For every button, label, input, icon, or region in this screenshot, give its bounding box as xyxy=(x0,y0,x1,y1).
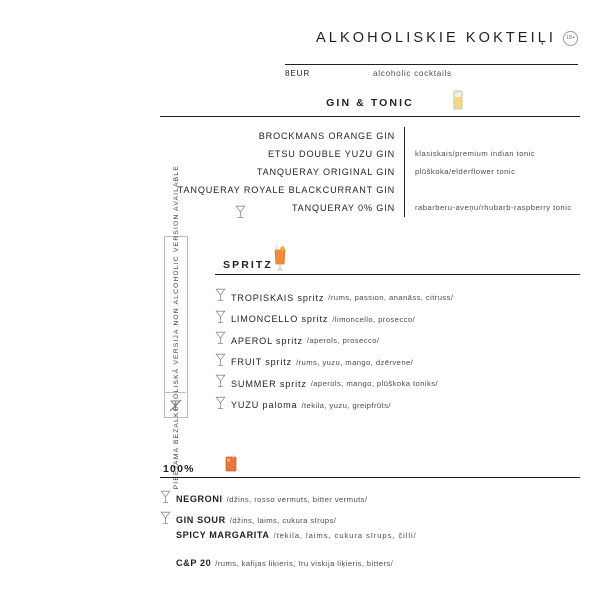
drink-name: FRUIT spritz xyxy=(231,357,293,368)
list-item xyxy=(160,509,580,530)
drink-desc: /tekila, yuzu, greipfrūts/ xyxy=(301,400,391,410)
hundred-list xyxy=(160,488,580,579)
list-item xyxy=(215,352,580,374)
gin-tonic-title: GIN & TONIC xyxy=(326,97,414,109)
tonic-name xyxy=(404,181,580,199)
list-item xyxy=(215,309,580,331)
spritz-title-row xyxy=(215,244,580,274)
tonic-name: plūškoka/elderflower tonic xyxy=(404,163,580,181)
age-restriction-badge: 18+ xyxy=(563,31,578,46)
gin-tonic-title-row xyxy=(160,93,580,113)
tonic-name: rabarberu-aveņu/rhubarb-raspberry tonic xyxy=(404,199,580,217)
drink-desc: /tekila, laims, cukura sīrups, čilli/ xyxy=(273,531,417,540)
drink-desc: /aperols, mango, plūškoka toniks/ xyxy=(310,379,439,389)
list-item xyxy=(215,373,580,395)
page-title: ALKOHOLISKIE KOKTEIĻI xyxy=(316,30,556,46)
table-row xyxy=(160,163,580,181)
cocktail-glass-icon xyxy=(215,353,231,372)
header-title-row xyxy=(0,30,600,46)
drink-name: TROPISKAIS spritz xyxy=(231,292,325,303)
hundred-percent-section xyxy=(160,455,580,579)
cocktail-glass-icon xyxy=(160,511,176,530)
tumbler-glass-icon xyxy=(222,453,240,480)
drink-desc: /limoncello, prosecco/ xyxy=(332,314,416,324)
gin-name: TANQUERAY ORIGINAL GIN xyxy=(256,167,395,177)
hundred-title: 100% xyxy=(163,463,195,475)
gin-name xyxy=(160,203,404,213)
drink-name: LIMONCELLO spritz xyxy=(231,314,329,325)
spritz-list xyxy=(215,287,580,416)
header-subtitle: alcoholic cocktails xyxy=(373,69,452,78)
drink-desc: /rums, kafijas liķieris, īru viskija liķieris, bitters/ xyxy=(215,559,394,568)
drink-name: SPICY MARGARITA xyxy=(176,530,270,540)
list-item xyxy=(215,395,580,417)
drink-name: APEROL spritz xyxy=(231,335,303,346)
non-alcoholic-note-text: PIEEJAMA BEZALKOHOLISKĀ VERSIJA NON ALCOHOLIC VERSION AVAILABLE xyxy=(172,164,180,490)
hundred-title-row xyxy=(160,455,580,477)
drink-name: SUMMER spritz xyxy=(231,378,307,389)
cocktail-glass-icon xyxy=(215,288,231,307)
gin-tonic-section xyxy=(160,93,580,217)
list-item xyxy=(160,530,580,558)
tonic-name: klasiskais/premium indian tonic xyxy=(404,145,580,163)
list-item xyxy=(160,488,580,509)
gin-name-text: TANQUERAY 0% GIN xyxy=(291,203,395,213)
drink-desc: /rums, passion, ananāss, citruss/ xyxy=(328,293,454,303)
cocktail-glass-icon xyxy=(215,396,231,415)
gin-name: TANQUERAY ROYALE BLACKCURRANT GIN xyxy=(177,185,395,195)
gin-tonic-divider xyxy=(160,116,580,117)
spritz-glass-icon xyxy=(271,244,289,277)
spritz-section xyxy=(215,244,580,416)
cocktail-glass-icon xyxy=(160,490,176,509)
table-row xyxy=(160,199,580,217)
tonic-name xyxy=(404,127,580,145)
gin-tonic-table xyxy=(160,127,580,217)
list-item xyxy=(215,287,580,309)
spritz-title: SPRITZ xyxy=(223,259,273,271)
no-alcohol-icon xyxy=(164,392,186,417)
header-price: 8EUR xyxy=(285,69,311,78)
list-item xyxy=(160,558,580,579)
table-row xyxy=(160,145,580,163)
cocktail-glass-icon xyxy=(215,331,231,350)
cocktail-glass-icon xyxy=(215,310,231,329)
table-row xyxy=(160,181,580,199)
drink-desc: /aperols, prosecco/ xyxy=(306,336,380,346)
drink-name: NEGRONI xyxy=(176,494,223,504)
drink-name: GIN SOUR xyxy=(176,515,226,525)
highball-glass-icon xyxy=(450,89,466,116)
drink-desc: /rums, yuzu, mango, dzērvene/ xyxy=(296,357,414,367)
page-header xyxy=(0,30,600,78)
list-item xyxy=(215,330,580,352)
drink-name: C&P 20 xyxy=(176,558,212,568)
drink-desc: /džins, rosso vermuts, bitter vermuts/ xyxy=(226,495,368,504)
cocktail-glass-icon xyxy=(215,374,231,393)
table-row xyxy=(160,127,580,145)
header-subtitle-row xyxy=(285,69,580,78)
drink-name: YUZU paloma xyxy=(231,400,298,411)
spritz-divider xyxy=(215,274,580,275)
drink-desc: /džins, laims, cukura sīrups/ xyxy=(229,516,337,525)
cocktail-glass-icon xyxy=(235,205,246,221)
gin-name: ETSU DOUBLE YUZU GIN xyxy=(268,149,395,159)
gin-name: BROCKMANS ORANGE GIN xyxy=(258,131,395,141)
header-divider xyxy=(285,64,578,65)
